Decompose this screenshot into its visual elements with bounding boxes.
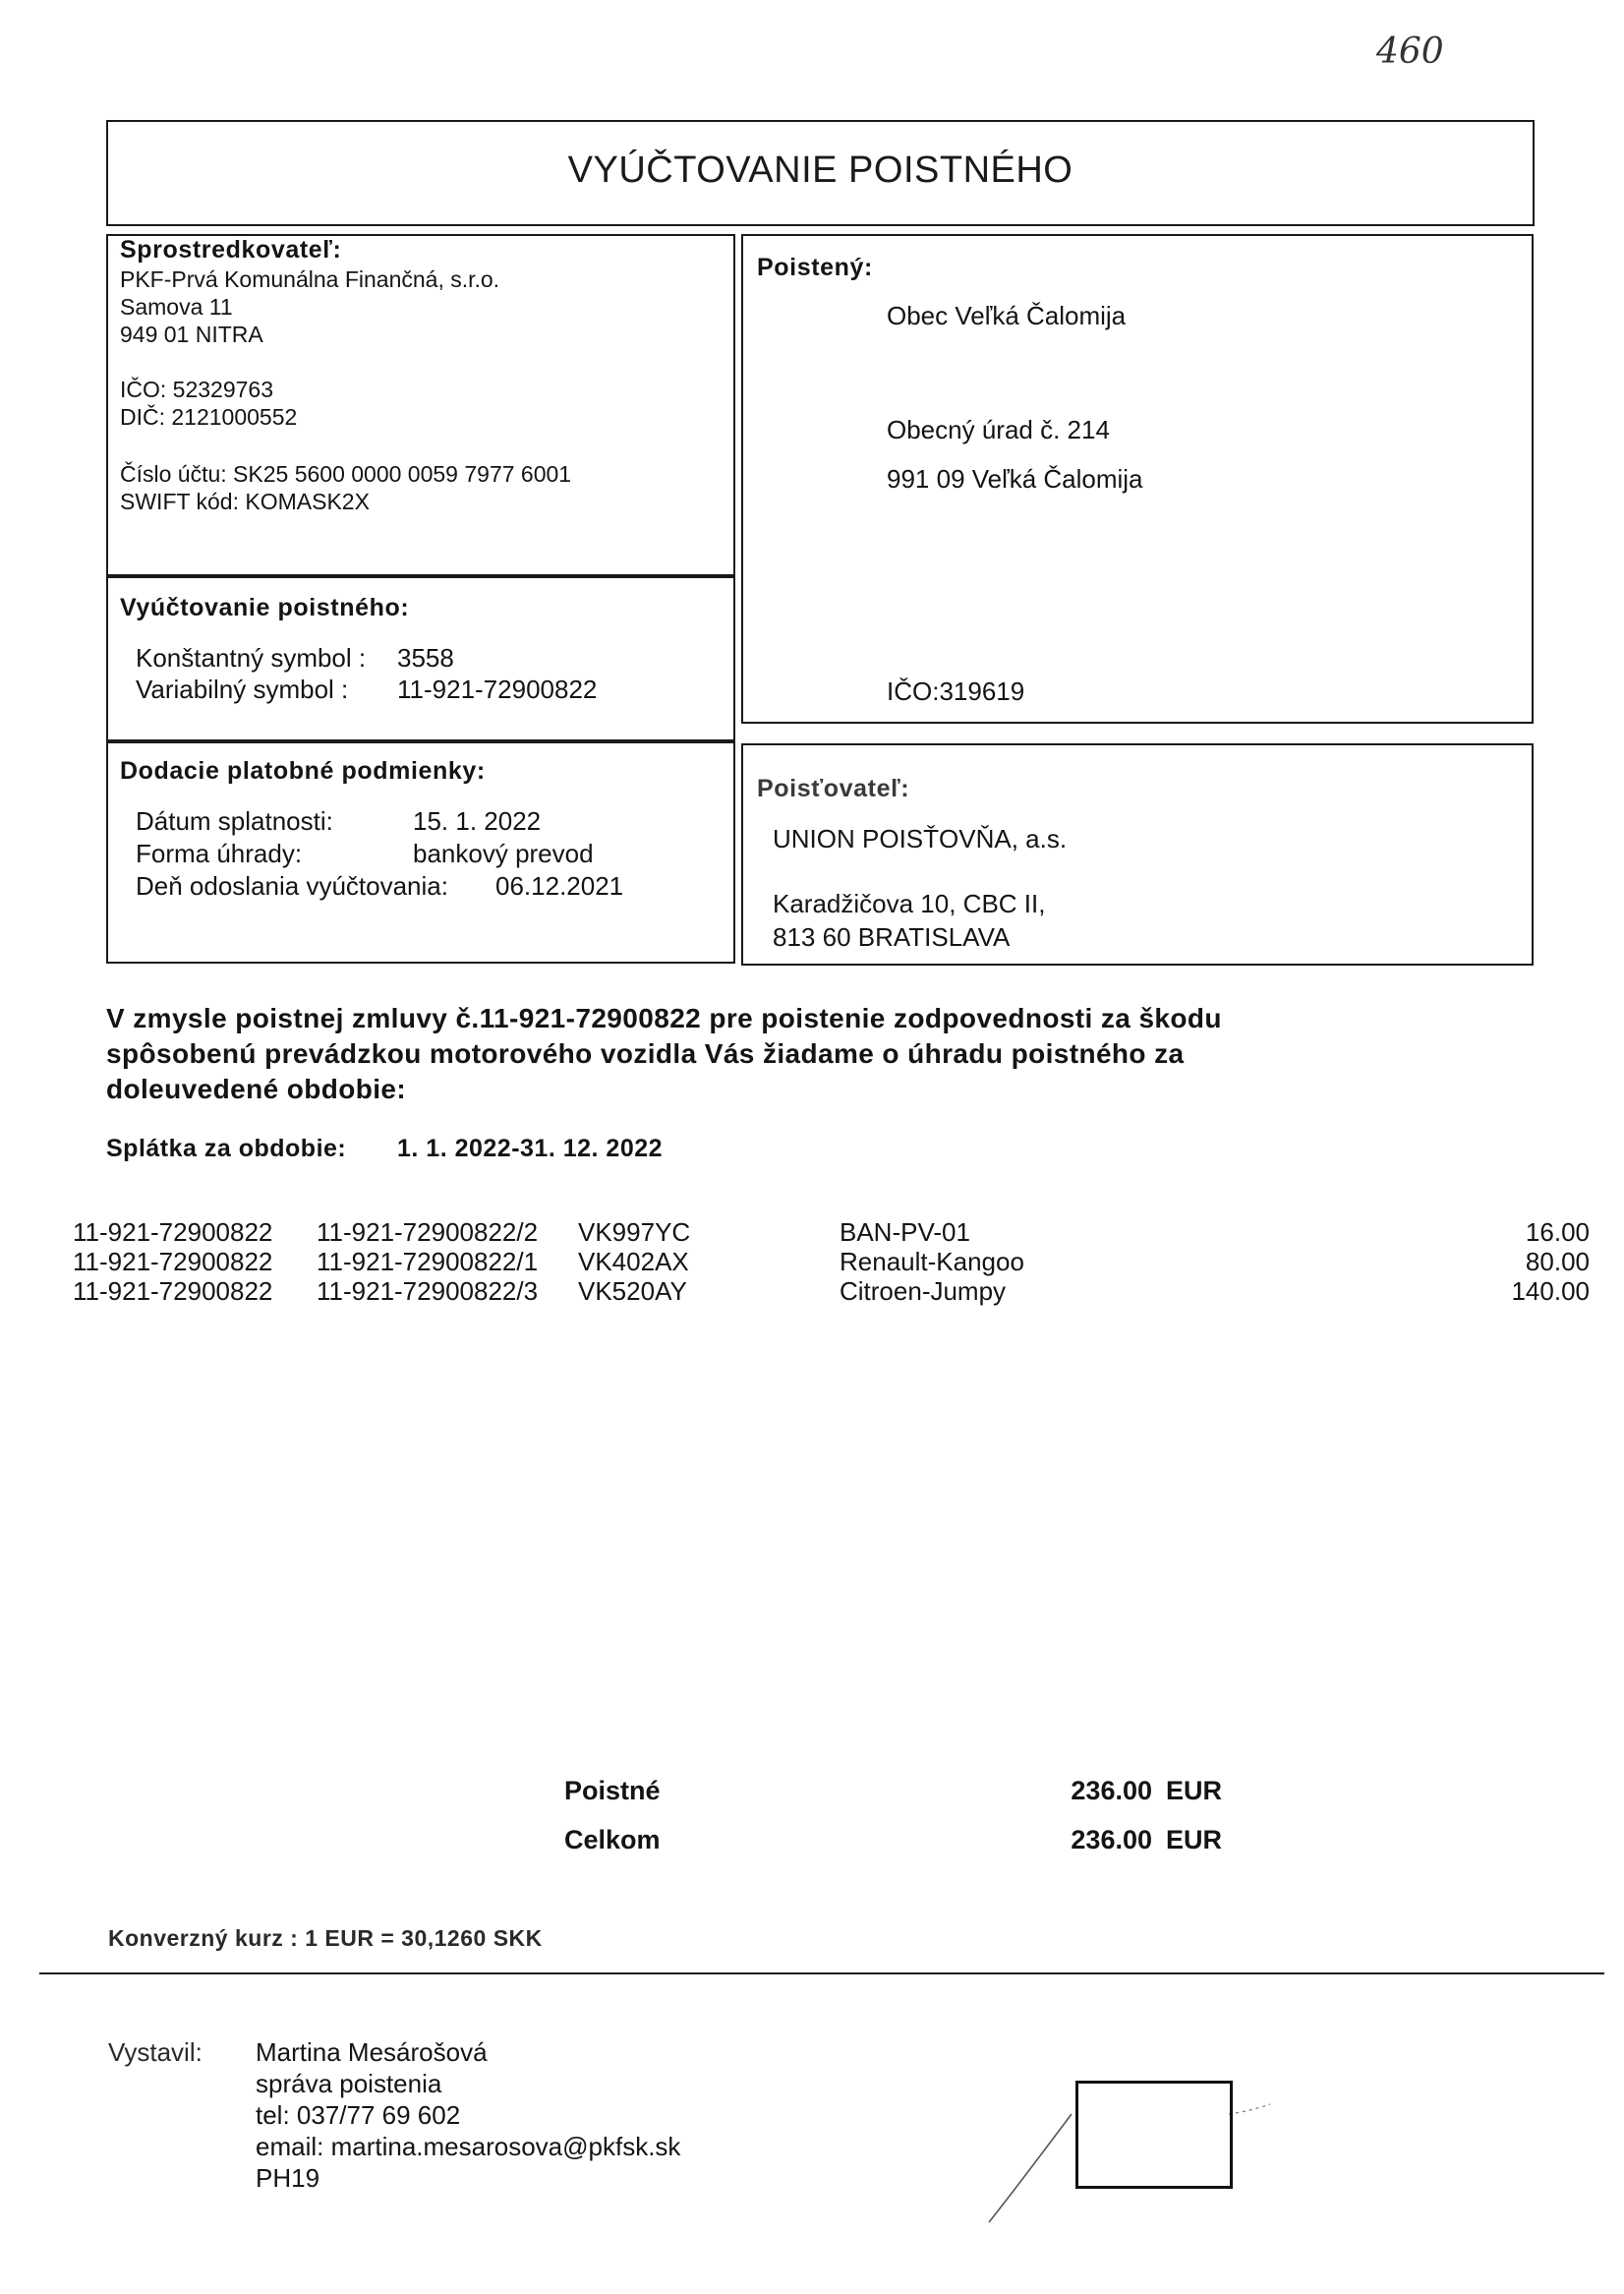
- insurer-label: Poisťovateľ:: [757, 775, 910, 802]
- intermediary-city: 949 01 NITRA: [120, 322, 263, 347]
- row-amount: 16.00: [1525, 1217, 1590, 1247]
- footer-divider: [39, 1972, 1604, 1974]
- period-label: Splátka za obdobie:: [106, 1135, 347, 1162]
- insured-name: Obec Veľká Čalomija: [887, 301, 1127, 330]
- row-vehicle: Renault-Kangoo: [840, 1247, 1024, 1276]
- row-amount: 80.00: [1525, 1247, 1590, 1276]
- page-title: VYÚČTOVANIE POISTNÉHO: [567, 149, 1073, 191]
- period-value: 1. 1. 2022-31. 12. 2022: [397, 1135, 664, 1162]
- insurer-city: 813 60 BRATISLAVA: [773, 922, 1011, 952]
- insured-ico: IČO:319619: [887, 676, 1025, 706]
- issuer-name: Martina Mesárošová: [256, 2037, 488, 2067]
- row-subcontract: 11-921-72900822/1: [317, 1247, 539, 1276]
- due-date-value: 15. 1. 2022: [413, 806, 542, 836]
- sent-date-label: Deň odoslania vyúčtovania:: [136, 871, 448, 901]
- notice-line-2: spôsobenú prevádzkou motorového vozidla Vás žiadame o úhradu poistného za: [106, 1038, 1185, 1069]
- issuer-label: Vystavil:: [108, 2037, 203, 2067]
- handwritten-page-number: 460: [1376, 31, 1444, 72]
- issuer-code: PH19: [256, 2163, 320, 2193]
- total-currency: EUR: [1166, 1825, 1223, 1854]
- issuer-department: správa poistenia: [256, 2069, 442, 2098]
- intermediary-street: Samova 11: [120, 294, 233, 320]
- conversion-rate: Konverzný kurz : 1 EUR = 30,1260 SKK: [108, 1925, 543, 1951]
- constant-symbol-value: 3558: [397, 643, 454, 673]
- insured-label: Poistený:: [757, 254, 873, 281]
- row-contract: 11-921-72900822: [73, 1247, 273, 1276]
- payment-label: Dodacie platobné podmienky:: [120, 757, 486, 785]
- row-contract: 11-921-72900822: [73, 1276, 273, 1306]
- row-plate: VK997YC: [578, 1217, 691, 1247]
- notice-line-1: V zmysle poistnej zmluvy č.11-921-72900822 pre poistenie zodpovednosti za škodu: [106, 1003, 1222, 1033]
- due-date-label: Dátum splatnosti:: [136, 806, 333, 836]
- row-vehicle: Citroen-Jumpy: [840, 1276, 1007, 1306]
- insurer-street: Karadžičova 10, CBC II,: [773, 889, 1046, 918]
- payment-form-label: Forma úhrady:: [136, 839, 303, 868]
- row-contract: 11-921-72900822: [73, 1217, 273, 1247]
- total-label: Celkom: [564, 1825, 661, 1854]
- intermediary-swift: SWIFT kód: KOMASK2X: [120, 489, 370, 514]
- insured-city: 991 09 Veľká Čalomija: [887, 464, 1143, 494]
- row-amount: 140.00: [1511, 1276, 1590, 1306]
- intermediary-dic: DIČ: 2121000552: [120, 404, 298, 430]
- row-subcontract: 11-921-72900822/3: [317, 1276, 539, 1306]
- row-subcontract: 11-921-72900822/2: [317, 1217, 539, 1247]
- intermediary-account: Číslo účtu: SK25 5600 0000 0059 7977 6001: [120, 461, 572, 487]
- billing-label: Vyúčtovanie poistného:: [120, 594, 410, 621]
- row-plate: VK520AY: [578, 1276, 687, 1306]
- intermediary-name: PKF-Prvá Komunálna Finančná, s.r.o.: [120, 266, 500, 292]
- variable-symbol-value: 11-921-72900822: [397, 675, 598, 704]
- premium-currency: EUR: [1166, 1776, 1223, 1805]
- row-plate: VK402AX: [578, 1247, 689, 1276]
- issuer-phone: tel: 037/77 69 602: [256, 2100, 461, 2130]
- premium-label: Poistné: [564, 1776, 661, 1805]
- intermediary-label: Sprostredkovateľ:: [120, 236, 342, 264]
- variable-symbol-label: Variabilný symbol :: [136, 675, 349, 704]
- notice-line-3: doleuvedené obdobie:: [106, 1074, 407, 1104]
- sent-date-value: 06.12.2021: [495, 871, 624, 901]
- insured-office: Obecný úrad č. 214: [887, 415, 1110, 444]
- stamp-box: [1075, 2081, 1233, 2189]
- issuer-email: email: martina.mesarosova@pkfsk.sk: [256, 2132, 681, 2161]
- insurer-name: UNION POISŤOVŇA, a.s.: [773, 824, 1068, 853]
- total-value: 236.00: [1071, 1825, 1152, 1854]
- constant-symbol-label: Konštantný symbol :: [136, 643, 367, 673]
- payment-form-value: bankový prevod: [413, 839, 594, 868]
- intermediary-ico: IČO: 52329763: [120, 377, 274, 402]
- premium-value: 236.00: [1071, 1776, 1152, 1805]
- row-vehicle: BAN-PV-01: [840, 1217, 970, 1247]
